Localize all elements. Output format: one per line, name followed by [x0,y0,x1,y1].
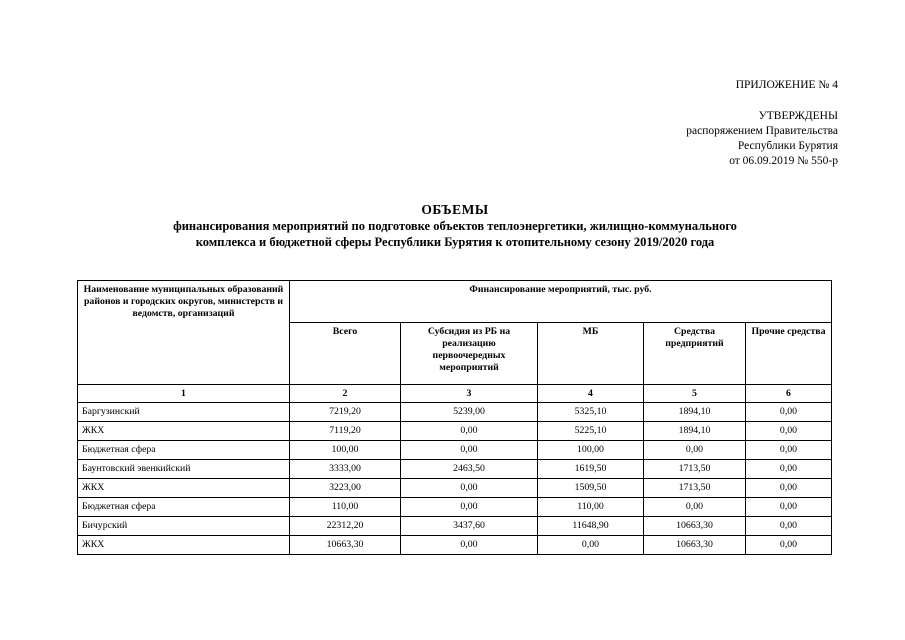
cell-enterprise: 0,00 [644,498,746,517]
cell-subsidy: 0,00 [401,422,538,441]
cell-total: 7219,20 [290,403,401,422]
cell-enterprise: 10663,30 [644,536,746,555]
col-number: 6 [746,385,832,403]
cell-enterprise: 0,00 [644,441,746,460]
col-number: 1 [78,385,290,403]
cell-mb: 5325,10 [538,403,644,422]
cell-total: 10663,30 [290,536,401,555]
table-row [78,422,832,441]
cell-other: 0,00 [746,517,832,536]
col-number: 4 [538,385,644,403]
cell-total: 3333,00 [290,460,401,479]
cell-enterprise: 1894,10 [644,403,746,422]
table-row [78,498,832,517]
cell-total: 7119,20 [290,422,401,441]
table-row [78,536,832,555]
cell-mb: 11648,90 [538,517,644,536]
col-number: 5 [644,385,746,403]
cell-mb: 0,00 [538,536,644,555]
table-row [78,460,832,479]
cell-subsidy: 2463,50 [401,460,538,479]
row-name: Бюджетная сфера [78,498,290,517]
cell-other: 0,00 [746,498,832,517]
cell-enterprise: 1894,10 [644,422,746,441]
row-name: ЖКХ [78,479,290,498]
col-header-enterprise: Средства предприятий [644,323,746,385]
cell-subsidy: 3437,60 [401,517,538,536]
cell-mb: 5225,10 [538,422,644,441]
row-name: Баргузинский [78,403,290,422]
cell-total: 3223,00 [290,479,401,498]
col-header-mb: МБ [538,323,644,385]
title-main: ОБЪЕМЫ [421,202,489,217]
cell-total: 100,00 [290,441,401,460]
table-row [78,441,832,460]
cell-subsidy: 5239,00 [401,403,538,422]
cell-other: 0,00 [746,536,832,555]
col-number: 3 [401,385,538,403]
table-row [78,403,832,422]
cell-mb: 1619,50 [538,460,644,479]
cell-enterprise: 10663,30 [644,517,746,536]
row-name: Бичурский [78,517,290,536]
col-header-total: Всего [290,323,401,385]
table-row [78,479,832,498]
title-line-2: комплекса и бюджетной сферы Республики Бурятия к отопительному сезону 2019/2020 года [195,235,715,249]
approved-label: УТВЕРЖДЕНЫ [758,110,838,122]
cell-other: 0,00 [746,479,832,498]
cell-enterprise: 1713,50 [644,460,746,479]
order-date: от 06.09.2019 № 550-р [729,155,838,167]
document-title [80,201,830,250]
cell-other: 0,00 [746,403,832,422]
cell-enterprise: 1713,50 [644,479,746,498]
financing-group-header: Финансирование мероприятий, тыс. руб. [290,281,832,323]
table-row [78,517,832,536]
order-line-1: распоряжением Правительства [686,125,838,137]
name-column-header: Наименование муниципальных образований районов и городских округов, министерств и ведомств, организаций [78,281,290,385]
row-name: ЖКХ [78,422,290,441]
row-name: Бюджетная сфера [78,441,290,460]
cell-mb: 110,00 [538,498,644,517]
cell-mb: 100,00 [538,441,644,460]
cell-subsidy: 0,00 [401,441,538,460]
title-line-1: финансирования мероприятий по подготовке объектов теплоэнергетики, жилищно-коммунального [173,219,737,233]
cell-total: 110,00 [290,498,401,517]
cell-other: 0,00 [746,441,832,460]
row-name: Баунтовский эвенкийский [78,460,290,479]
cell-other: 0,00 [746,460,832,479]
financing-table [77,280,832,555]
approval-block [686,78,838,169]
cell-other: 0,00 [746,422,832,441]
cell-mb: 1509,50 [538,479,644,498]
appendix-label: ПРИЛОЖЕНИЕ № 4 [735,79,838,91]
row-name: ЖКХ [78,536,290,555]
col-number: 2 [290,385,401,403]
order-line-2: Республики Бурятия [737,140,838,152]
col-header-other: Прочие средства [746,323,832,385]
cell-subsidy: 0,00 [401,479,538,498]
cell-subsidy: 0,00 [401,498,538,517]
cell-subsidy: 0,00 [401,536,538,555]
col-header-subsidy: Субсидия из РБ на реализацию первоочередных мероприятий [401,323,538,385]
cell-total: 22312,20 [290,517,401,536]
